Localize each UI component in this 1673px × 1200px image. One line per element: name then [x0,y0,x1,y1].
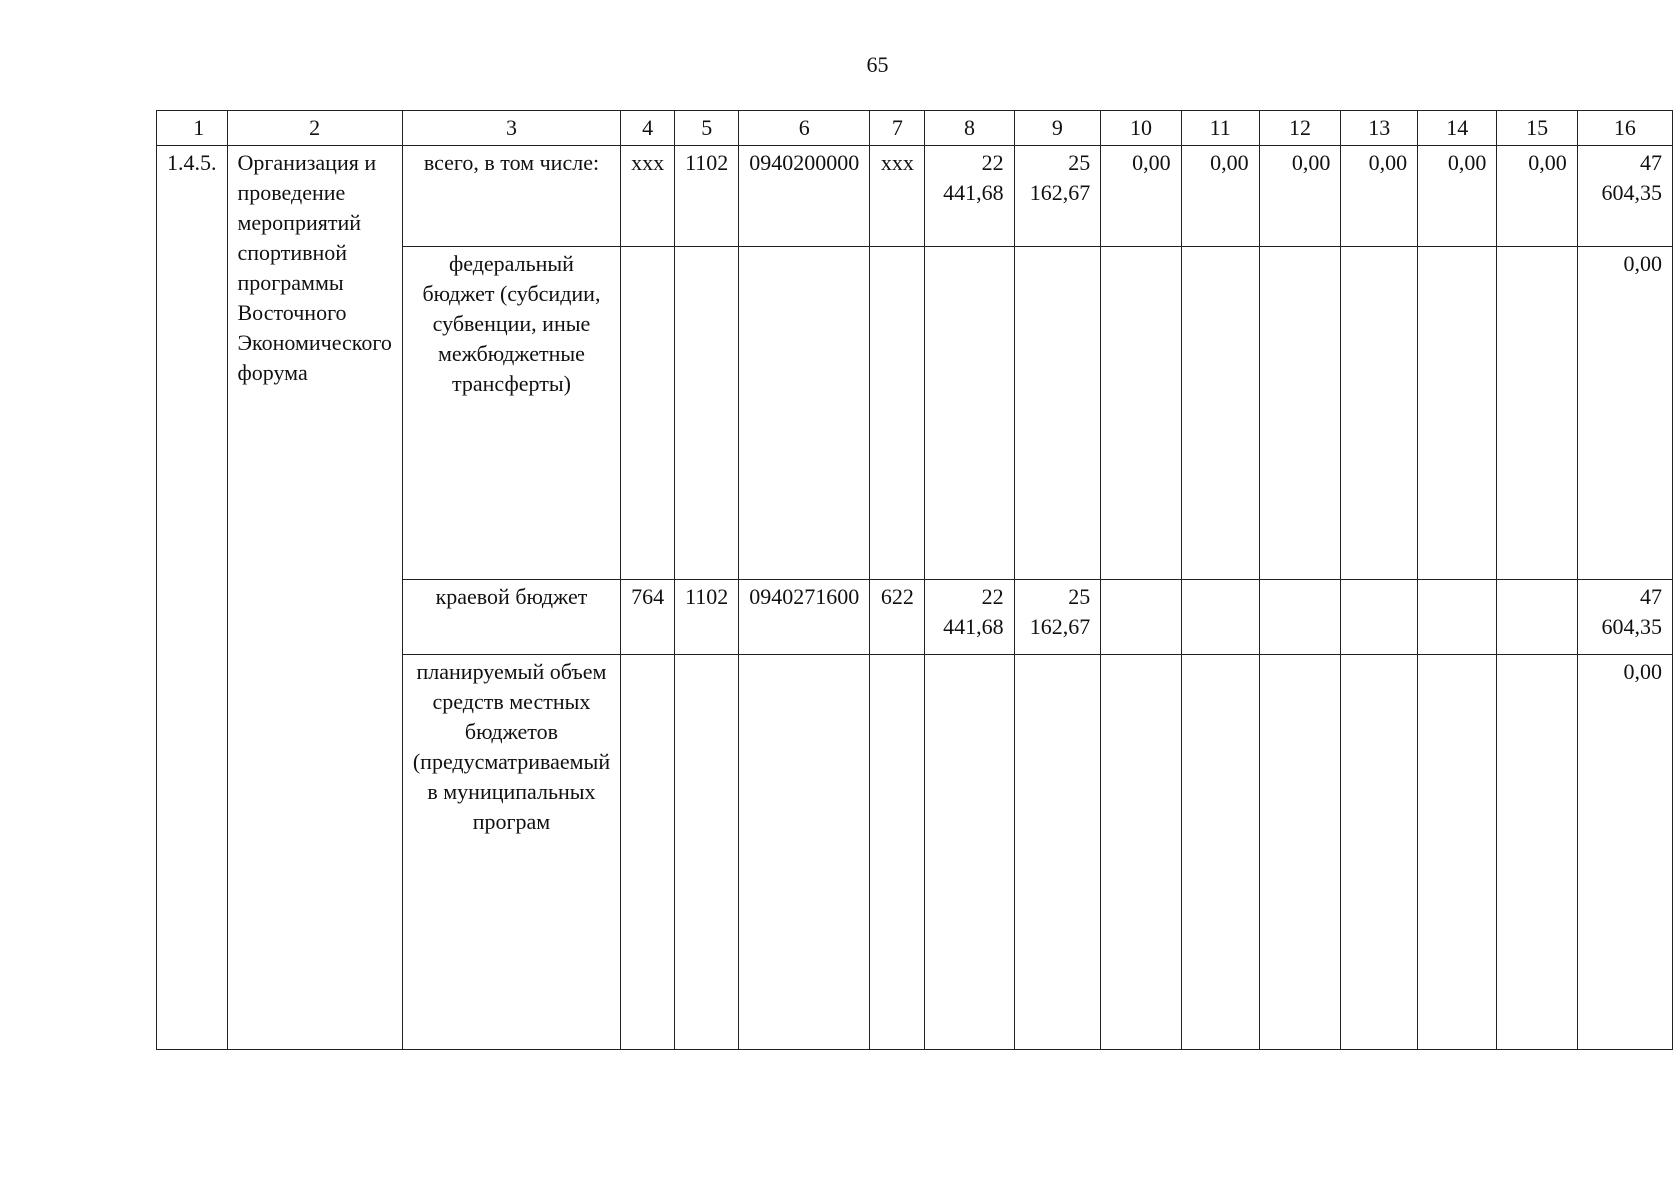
cell-total-5: 1102 [675,146,739,247]
cell-total-16: 47 604,35 [1577,146,1672,247]
cell-federal-6 [739,247,870,580]
cell-local-14 [1418,655,1497,1050]
cell-total-14: 0,00 [1418,146,1497,247]
header-cell-8: 8 [925,111,1014,146]
source-total: всего, в том числе: [402,146,620,247]
cell-total-8: 22 441,68 [925,146,1014,247]
cell-total-7: ххх [870,146,925,247]
cell-local-11 [1181,655,1259,1050]
cell-local-4 [621,655,675,1050]
cell-local-16: 0,00 [1577,655,1672,1050]
cell-regional-8: 22 441,68 [925,580,1014,655]
source-federal: федеральный бюджет (субсидии, субвенции, иные межбюджетные трансферты) [402,247,620,580]
cell-total-12: 0,00 [1259,146,1341,247]
cell-local-12 [1259,655,1341,1050]
budget-table [156,110,1673,1050]
cell-total-15: 0,00 [1497,146,1577,247]
header-cell-15: 15 [1497,111,1577,146]
header-cell-16: 16 [1577,111,1672,146]
cell-regional-9: 25 162,67 [1014,580,1101,655]
header-cell-13: 13 [1341,111,1418,146]
cell-federal-10 [1101,247,1181,580]
cell-federal-13 [1341,247,1418,580]
cell-local-10 [1101,655,1181,1050]
header-cell-4: 4 [621,111,675,146]
header-cell-10: 10 [1101,111,1181,146]
header-cell-9: 9 [1014,111,1101,146]
header-cell-3: 3 [402,111,620,146]
cell-regional-15 [1497,580,1577,655]
header-cell-12: 12 [1259,111,1341,146]
cell-federal-12 [1259,247,1341,580]
cell-federal-4 [621,247,675,580]
cell-regional-12 [1259,580,1341,655]
cell-federal-15 [1497,247,1577,580]
cell-total-4: ххх [621,146,675,247]
cell-federal-9 [1014,247,1101,580]
header-cell-6: 6 [739,111,870,146]
cell-total-13: 0,00 [1341,146,1418,247]
cell-federal-8 [925,247,1014,580]
cell-regional-6: 0940271600 [739,580,870,655]
cell-federal-5 [675,247,739,580]
cell-regional-11 [1181,580,1259,655]
cell-local-15 [1497,655,1577,1050]
cell-total-11: 0,00 [1181,146,1259,247]
cell-regional-7: 622 [870,580,925,655]
cell-total-10: 0,00 [1101,146,1181,247]
item-number: 1.4.5. [157,146,228,1050]
header-cell-14: 14 [1418,111,1497,146]
cell-local-7 [870,655,925,1050]
cell-regional-13 [1341,580,1418,655]
cell-federal-16: 0,00 [1577,247,1672,580]
source-local-planned: планируемый объем средств местных бюджетов (предусматриваемый в муниципальных програм [402,655,620,1050]
cell-regional-10 [1101,580,1181,655]
cell-federal-7 [870,247,925,580]
cell-local-6 [739,655,870,1050]
cell-local-8 [925,655,1014,1050]
page-number: 65 [866,52,889,77]
header-cell-11: 11 [1181,111,1259,146]
table-row-total [157,146,1673,247]
cell-regional-14 [1418,580,1497,655]
cell-regional-5: 1102 [675,580,739,655]
cell-regional-4: 764 [621,580,675,655]
item-name: Организация и проведение мероприятий спортивной программы Восточного Экономического форума [227,146,402,1050]
cell-local-9 [1014,655,1101,1050]
cell-total-6: 0940200000 [739,146,870,247]
cell-local-5 [675,655,739,1050]
source-regional: краевой бюджет [402,580,620,655]
header-row [157,111,1673,146]
header-cell-2: 2 [227,111,402,146]
cell-federal-14 [1418,247,1497,580]
header-cell-7: 7 [870,111,925,146]
header-cell-1: 1 [157,111,228,146]
cell-total-9: 25 162,67 [1014,146,1101,247]
cell-federal-11 [1181,247,1259,580]
cell-regional-16: 47 604,35 [1577,580,1672,655]
header-cell-5: 5 [675,111,739,146]
cell-local-13 [1341,655,1418,1050]
